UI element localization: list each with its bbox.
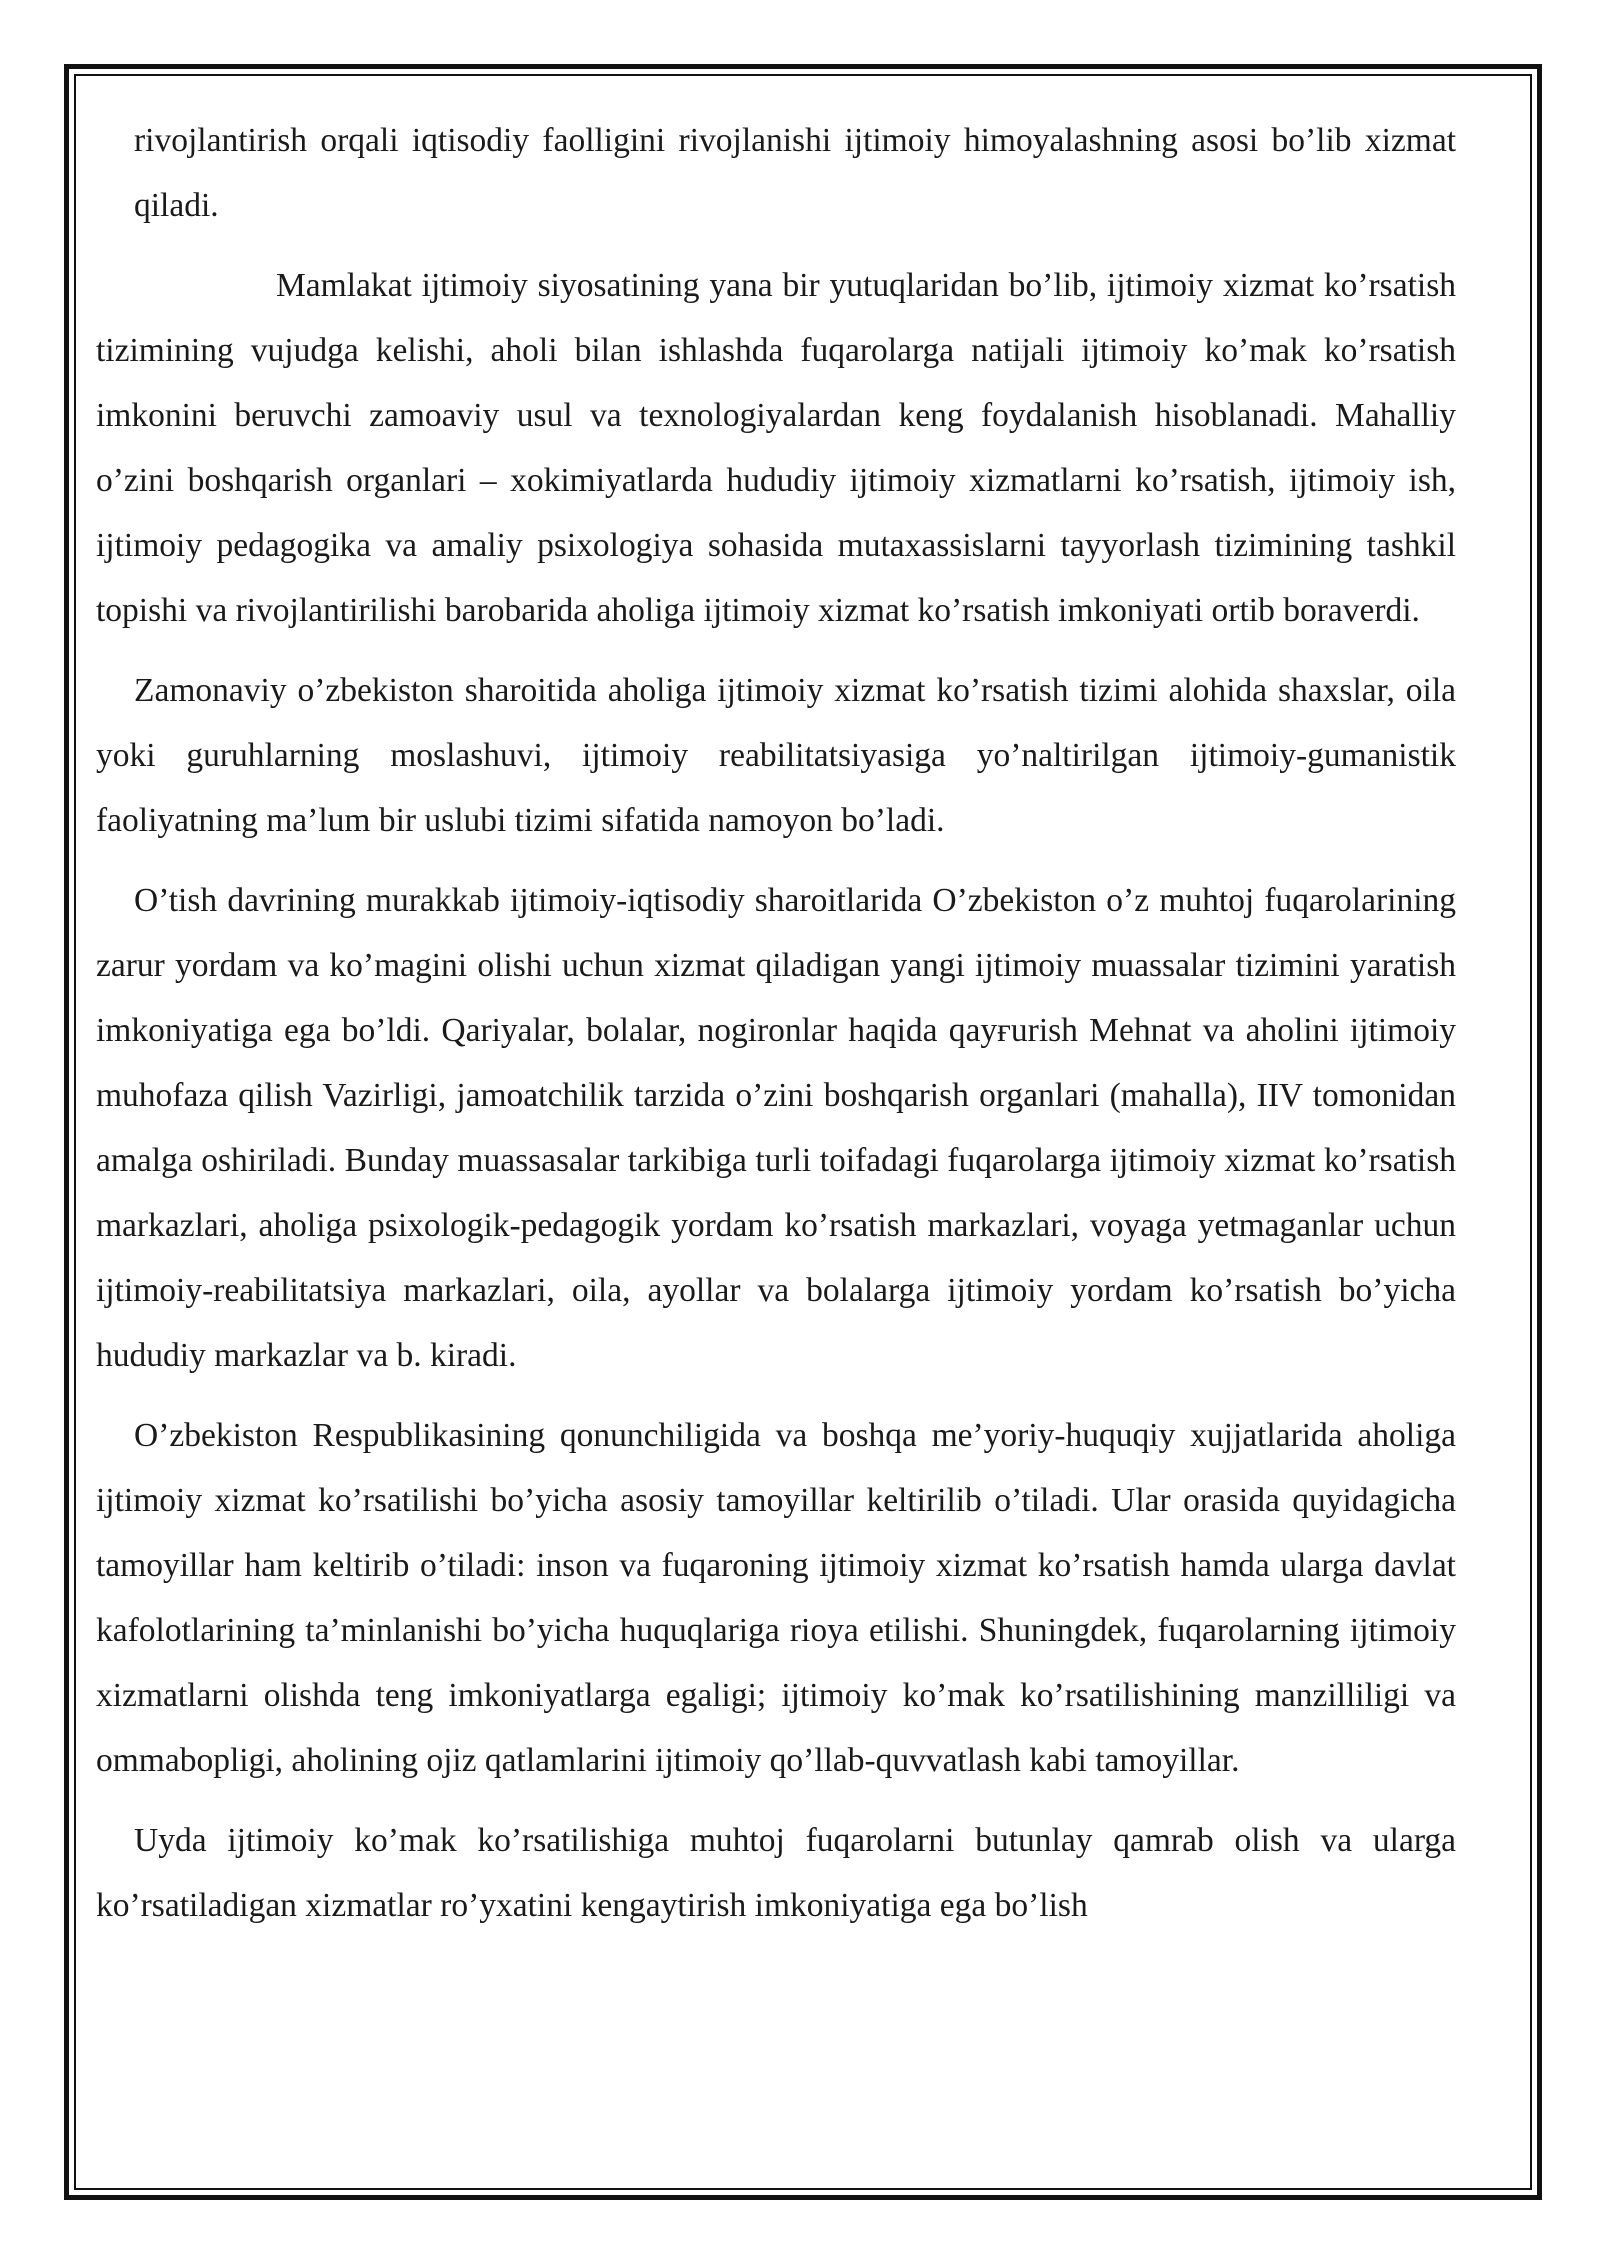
- paragraph-3: Zamonaviy o’zbekiston sharoitida aholiga ijtimoiy xizmat ko’rsatish tizimi alohida shaxslar, oila yoki guruhlarning moslashuvi, ijtimoiy reabilitatsiyasiga yo’naltirilgan ijtimoiy-gumanistik faoliyatning ma’lum bir uslubi tizimi sifatida namoyon bo’ladi.: [96, 672, 1456, 839]
- document-body: [96, 108, 1456, 1953]
- paragraph-5: O’zbekiston Respublikasining qonunchiligida va boshqa me’yoriy-huquqiy xujjatlarida aholiga ijtimoiy xizmat ko’rsatilishi bo’yicha asosiy tamoyillar keltirilib o’tiladi. Ular orasida quyidagicha tamoyillar ham keltirib o’tiladi: inson va fuqaroning ijtimoiy xizmat ko’rsatish hamda ularga davlat kafolotlarining ta’minlanishi bo’yicha huquqlariga rioya etilishi. Shuningdek, fuqarolarning ijtimoiy xizmatlarni olishda teng imkoniyatlarga egaligi; ijtimoiy ko’mak ko’rsatilishining manzilliligi va ommabopligi, aholining ojiz qatlamlarini ijtimoiy qo’llab-quvvatlash kabi tamoyillar.: [96, 1417, 1456, 1779]
- paragraph-1: rivojlantirish orqali iqtisodiy faolligini rivojlanishi ijtimoiy himoyalashning asosi bo’lib xizmat qiladi.: [134, 122, 1456, 224]
- paragraph-4: O’tish davrining murakkab ijtimoiy-iqtisodiy sharoitlarida O’zbekiston o’z muhtoj fuqarolarining zarur yordam va ko’magini olishi uchun xizmat qiladigan yangi ijtimoiy muassalar tizimini yaratish imkoniyatiga ega bo’ldi. Qariyalar, bolalar, nogironlar haqida qayғurish Mehnat va aholini ijtimoiy muhofaza qilish Vazirligi, jamoatchilik tarzida o’zini boshqarish organlari (mahalla), IIV tomonidan amalga oshiriladi. Bunday muassasalar tarkibiga turli toifadagi fuqarolarga ijtimoiy xizmat ko’rsatish markazlari, aholiga psixologik-pedagogik yordam ko’rsatish markazlari, voyaga yetmaganlar uchun ijtimoiy-reabilitatsiya markazlari, oila, ayollar va bolalarga ijtimoiy yordam ko’rsatish bo’yicha hududiy markazlar va b. kiradi.: [96, 882, 1456, 1374]
- paragraph-6: Uyda ijtimoiy ko’mak ko’rsatilishiga muhtoj fuqarolarni butunlay qamrab olish va ularga ko’rsatiladigan xizmatlar ro’yxatini kengaytirish imkoniyatiga ega bo’lish: [96, 1822, 1456, 1924]
- paragraph-2: Mamlakat ijtimoiy siyosatining yana bir yutuqlaridan bo’lib, ijtimoiy xizmat ko’rsatish tizimining vujudga kelishi, aholi bilan ishlashda fuqarolarga natijali ijtimoiy ko’mak ko’rsatish imkonini beruvchi zamoaviy usul va texnologiyalardan keng foydalanish hisoblanadi. Mahalliy o’zini boshqarish organlari – xokimiyatlarda hududiy ijtimoiy xizmatlarni ko’rsatish, ijtimoiy ish, ijtimoiy pedagogika va amaliy psixologiya sohasida mutaxassislarni tayyorlash tizimining tashkil topishi va rivojlantirilishi barobarida aholiga ijtimoiy xizmat ko’rsatish imkoniyati ortib boraverdi.: [96, 267, 1456, 629]
